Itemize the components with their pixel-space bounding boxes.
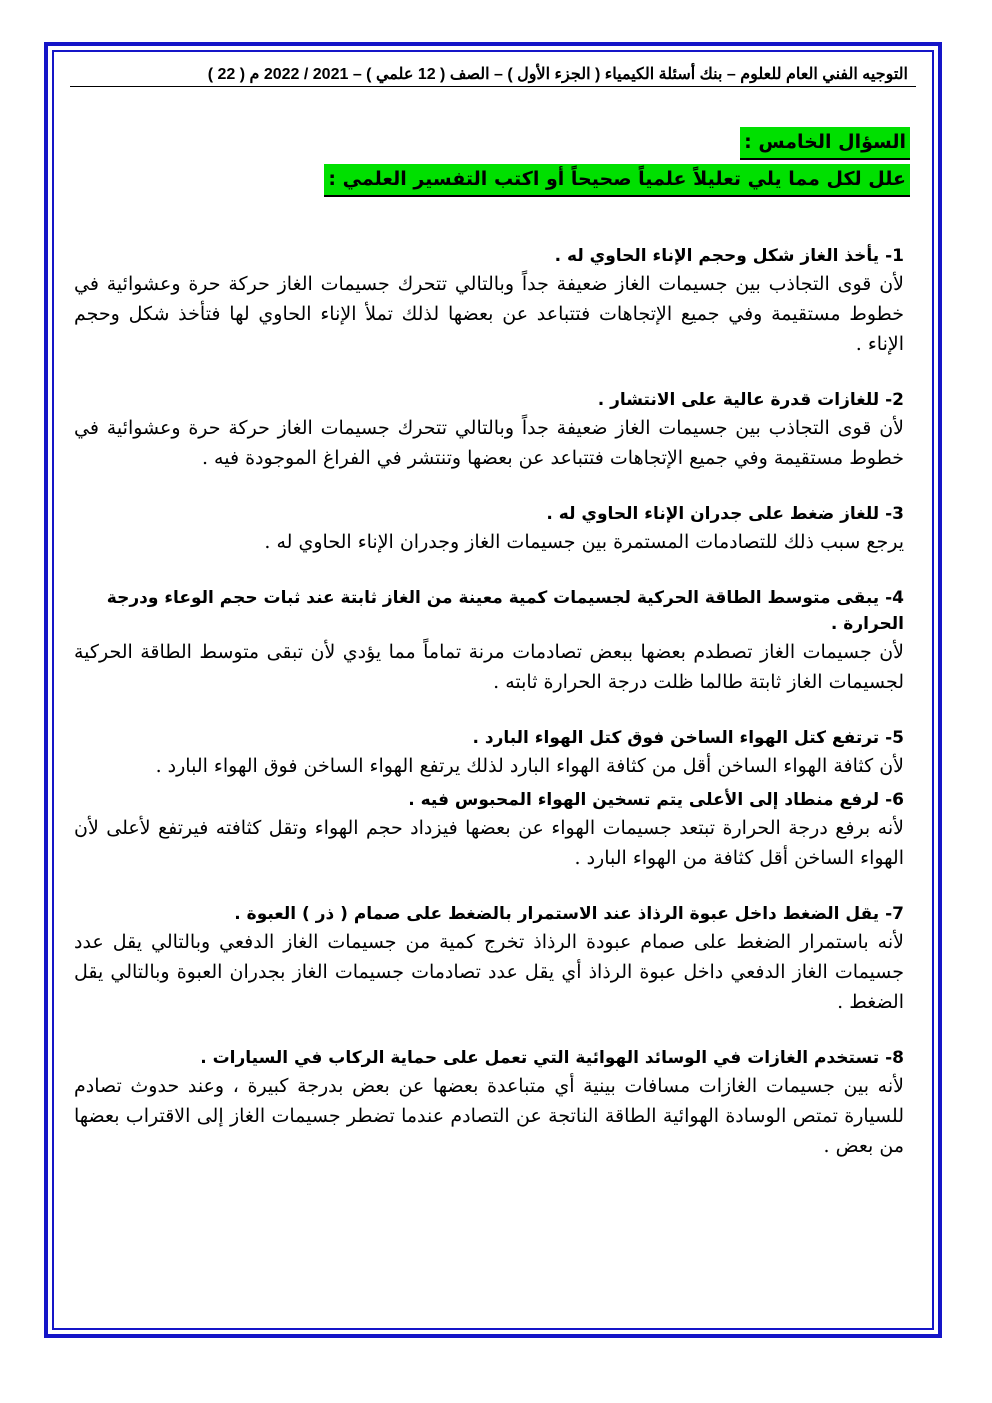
question-text: للغازات قدرة عالية على الانتشار . (597, 390, 880, 410)
section-instruction: علل لكل مما يلي تعليلاً علمياً صحيحاً أو اكتب التفسير العلمي : (324, 164, 910, 197)
question-item (70, 1045, 916, 1161)
question-item (70, 243, 916, 359)
question-item (70, 501, 916, 557)
question-answer: لأن كثافة الهواء الساخن أقل من كثافة الهواء البارد لذلك يرتفع الهواء الساخن فوق الهواء البارد . (155, 755, 904, 777)
question-number: 2- (885, 390, 904, 410)
question-number: 1- (885, 246, 904, 266)
question-answer: لأنه بين جسيمات الغازات مسافات بينية أي متباعدة بعضها عن بعض بدرجة كبيرة ، وعند حدوث تصادم للسيارة تمتص الوسادة الهوائية الطاقة الناتجة عن التصادم عندما تضطر جسيمات الغاز إلى الاقتراب بعضها من بعض . (74, 1075, 904, 1157)
question-number: 8- (885, 1048, 904, 1068)
question-item (70, 787, 916, 873)
question-text: يبقى متوسط الطاقة الحركية لجسيمات كمية معينة من الغاز ثابتة عند ثبات حجم الوعاء ودرجة الحرارة . (106, 588, 904, 634)
question-text: ترتفع كتل الهواء الساخن فوق كتل الهواء البارد . (472, 728, 880, 748)
question-title (74, 901, 904, 927)
question-number: 4- (885, 588, 904, 608)
question-title (74, 501, 904, 527)
question-text: للغاز ضغط على جدران الإناء الحاوي له . (546, 504, 880, 524)
question-item (70, 901, 916, 1017)
section-title: السؤال الخامس : (740, 127, 910, 160)
question-text: تستخدم الغازات في الوسائد الهوائية التي تعمل على حماية الركاب في السيارات . (200, 1048, 880, 1068)
question-number: 6- (885, 790, 904, 810)
question-item (70, 725, 916, 781)
question-item (70, 387, 916, 473)
question-title (74, 787, 904, 813)
page-header: التوجيه الفني العام للعلوم – بنك أسئلة الكيمياء ( الجزء الأول ) – الصف ( 12 علمي ) – 2021 / 2022 م ( 22 ) (70, 64, 916, 87)
question-text: يقل الضغط داخل عبوة الرذاذ عند الاستمرار بالضغط على صمام ( ذر ) العبوة . (234, 904, 880, 924)
question-number: 5- (885, 728, 904, 748)
question-title (74, 1045, 904, 1071)
question-item (70, 585, 916, 697)
question-answer: يرجع سبب ذلك للتصادمات المستمرة بين جسيمات الغاز وجدران الإناء الحاوي له . (264, 531, 904, 553)
section-heading (70, 127, 916, 197)
question-list (70, 243, 916, 1161)
question-answer: لأنه باستمرار الضغط على صمام عبودة الرذاذ تخرج كمية من جسيمات الغاز الدفعي وبالتالي يقل عدد جسيمات الغاز الدفعي داخل عبوة الرذاذ أي يقل عدد تصادمات جسيمات الغاز بجدران العبوة وبالتالي يقل الضغط . (74, 931, 904, 1013)
question-text: لرفع منطاد إلى الأعلى يتم تسخين الهواء المحبوس فيه . (408, 790, 880, 810)
question-number: 7- (885, 904, 904, 924)
question-answer: لأن قوى التجاذب بين جسيمات الغاز ضعيفة جداً وبالتالي تتحرك جسيمات الغاز حركة حرة وعشوائية في خطوط مستقيمة وفي جميع الإتجاهات فتتباعد عن بعضها لذلك تملأ الإناء الحاوي لها فتأخذ شكل وحجم الإناء . (74, 273, 904, 355)
question-answer: لأن جسيمات الغاز تصطدم بعضها ببعض تصادمات مرنة تماماً مما يؤدي لأن تبقى متوسط الطاقة الحركية لجسيمات الغاز ثابتة طالما ظلت درجة الحرارة ثابته . (74, 641, 904, 693)
question-title (74, 387, 904, 413)
question-answer: لأنه برفع درجة الحرارة تبتعد جسيمات الهواء عن بعضها فيزداد حجم الهواء وتقل كثافته فيرتفع لأعلى لأن الهواء الساخن أقل كثافة من الهواء البارد . (74, 817, 904, 869)
question-title (74, 243, 904, 269)
question-text: يأخذ الغاز شكل وحجم الإناء الحاوي له . (554, 246, 880, 266)
question-title (74, 585, 904, 637)
question-title (74, 725, 904, 751)
document-page (70, 64, 916, 1161)
question-answer: لأن قوى التجاذب بين جسيمات الغاز ضعيفة جداً وبالتالي تتحرك جسيمات الغاز حركة حرة وعشوائية في خطوط مستقيمة وفي جميع الإتجاهات فتتباعد عن بعضها وتنتشر في الفراغ الموجودة فيه . (74, 417, 904, 469)
question-number: 3- (885, 504, 904, 524)
